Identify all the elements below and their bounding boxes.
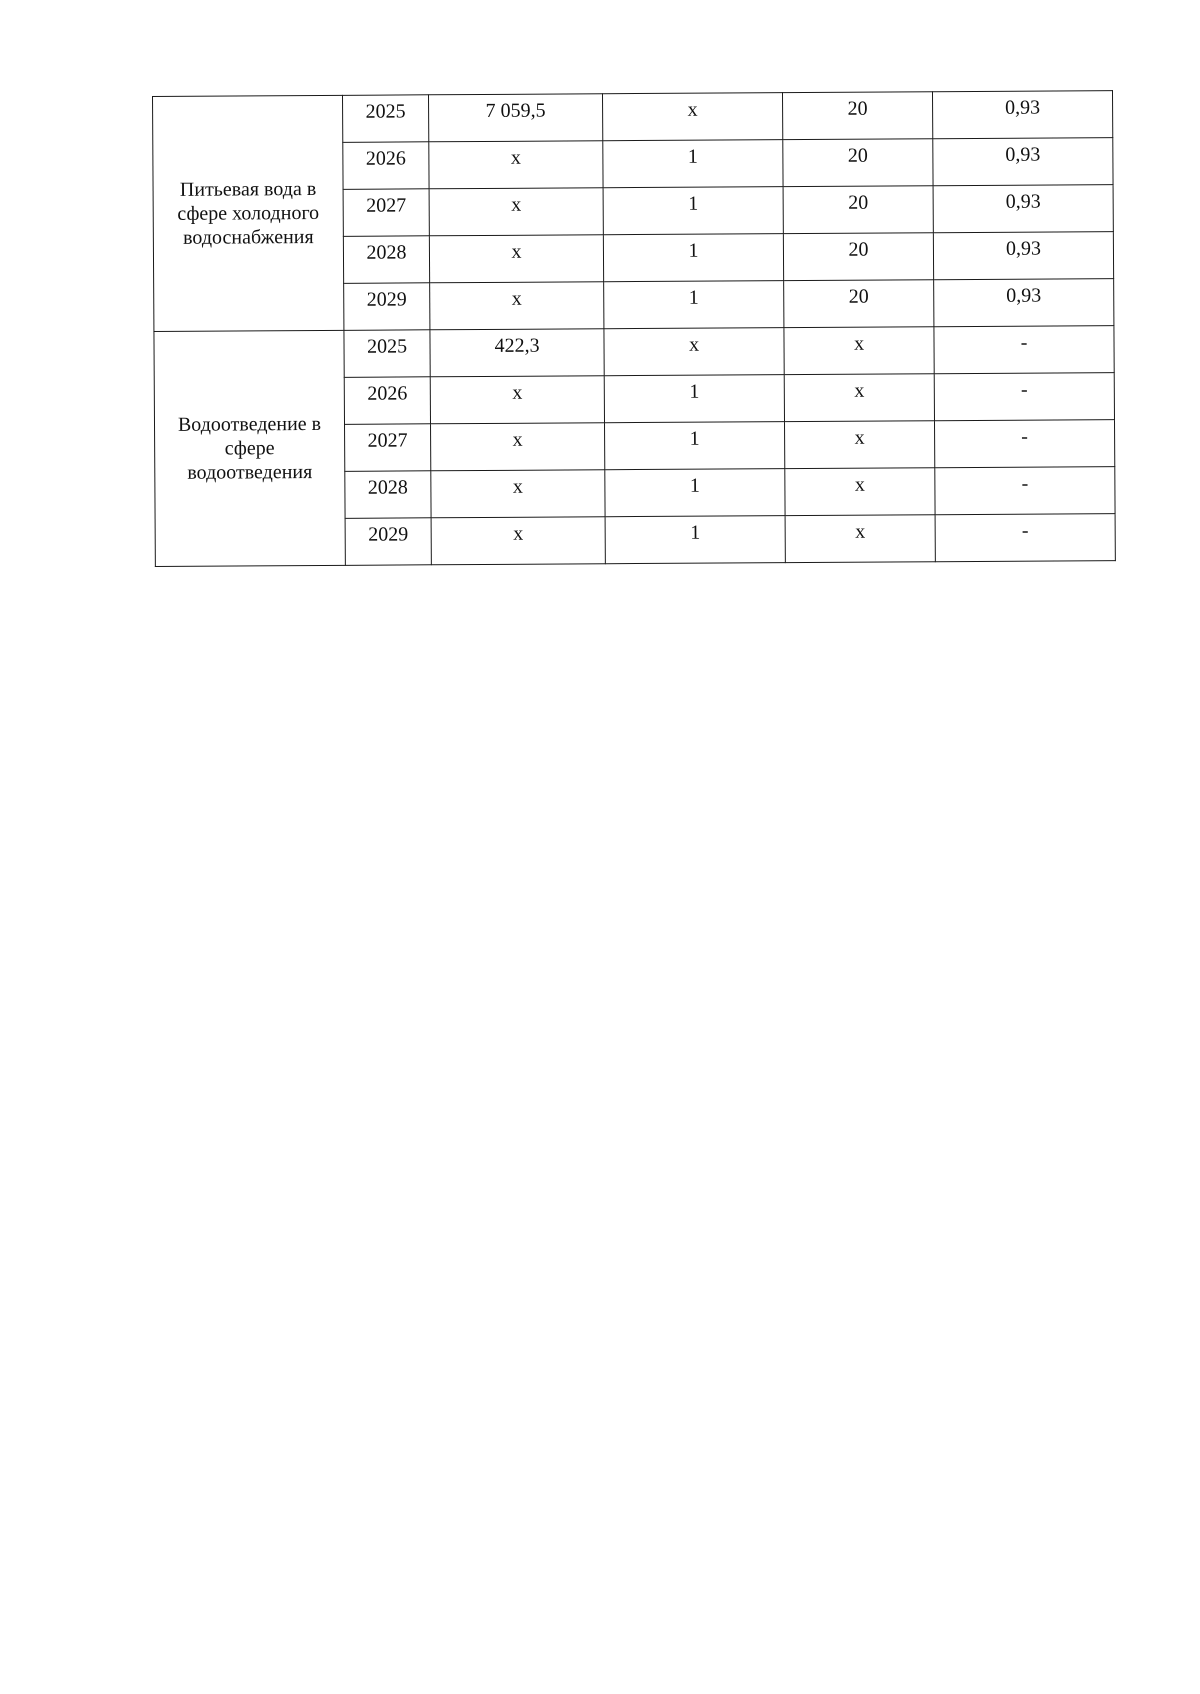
value-cell: х — [431, 423, 605, 471]
value-cell: х — [431, 470, 605, 518]
year-cell: 2029 — [344, 283, 430, 331]
year-cell: 2029 — [345, 518, 431, 566]
value-cell: х — [429, 141, 603, 189]
value-cell: 1 — [605, 516, 785, 564]
value-cell: х — [430, 376, 604, 424]
value-cell: 0,93 — [932, 91, 1112, 139]
value-cell: х — [784, 327, 934, 375]
value-cell: 422,3 — [430, 329, 604, 377]
value-cell: 20 — [783, 233, 933, 281]
value-cell: 1 — [603, 140, 783, 188]
tariff-table — [152, 90, 1116, 567]
value-cell: 20 — [783, 186, 933, 234]
value-cell: 1 — [604, 281, 784, 329]
value-cell: 1 — [603, 187, 783, 235]
value-cell: - — [934, 420, 1114, 468]
value-cell: 20 — [782, 92, 932, 140]
value-cell: 0,93 — [934, 279, 1114, 327]
value-cell: х — [429, 235, 603, 283]
value-cell: 20 — [783, 139, 933, 187]
value-cell: х — [785, 421, 935, 469]
value-cell: 7 059,5 — [428, 94, 602, 142]
value-cell: х — [602, 93, 782, 141]
service-name-cell: Водоотведение в сфере водоотведения — [154, 330, 345, 566]
value-cell: 1 — [604, 375, 784, 423]
value-cell: - — [934, 373, 1114, 421]
value-cell: - — [935, 467, 1115, 515]
table-row — [153, 91, 1113, 144]
year-cell: 2027 — [345, 424, 431, 472]
value-cell: 1 — [605, 422, 785, 470]
value-cell: х — [785, 468, 935, 516]
value-cell: 1 — [603, 234, 783, 282]
table-row — [154, 326, 1114, 379]
value-cell: х — [785, 515, 935, 563]
year-cell: 2025 — [342, 95, 428, 143]
value-cell: х — [430, 282, 604, 330]
year-cell: 2025 — [344, 330, 430, 378]
value-cell: х — [604, 328, 784, 376]
value-cell: х — [784, 374, 934, 422]
value-cell: 20 — [784, 280, 934, 328]
value-cell: 0,93 — [933, 232, 1113, 280]
value-cell: 0,93 — [933, 138, 1113, 186]
value-cell: 0,93 — [933, 185, 1113, 233]
year-cell: 2027 — [343, 189, 429, 237]
service-name-cell: Питьевая вода в сфере холодного водоснабжения — [153, 95, 344, 331]
value-cell: - — [934, 326, 1114, 374]
year-cell: 2026 — [343, 142, 429, 190]
value-cell: х — [431, 517, 605, 565]
year-cell: 2028 — [345, 471, 431, 519]
year-cell: 2026 — [344, 377, 430, 425]
year-cell: 2028 — [343, 236, 429, 284]
value-cell: х — [429, 188, 603, 236]
value-cell: - — [935, 514, 1115, 562]
value-cell: 1 — [605, 469, 785, 517]
